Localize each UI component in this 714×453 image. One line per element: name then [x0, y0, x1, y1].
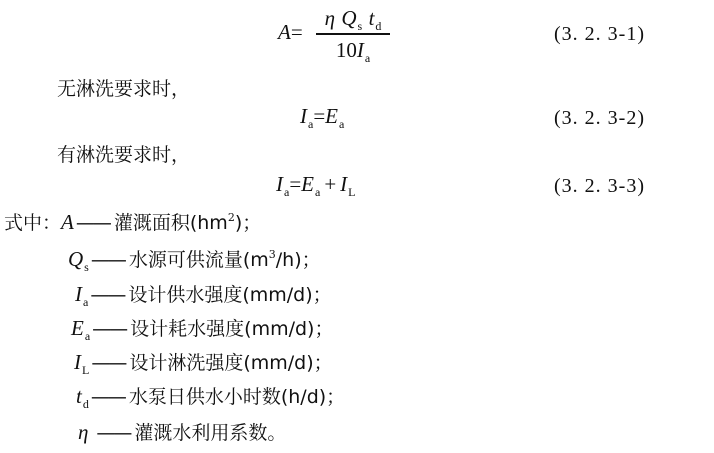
Q-symbol: Q [341, 6, 357, 30]
def-subscript: s [84, 260, 89, 274]
equation-3-2-3-1 [278, 22, 303, 43]
def-subscript: a [84, 329, 91, 343]
t-symbol: t [368, 6, 375, 30]
eq1-number: (3. 2. 3-1) [554, 23, 645, 45]
definition-row [75, 282, 332, 309]
definition-row [71, 316, 334, 343]
definition-row [4, 212, 261, 233]
def-description: 设计淋洗强度(mm/d)； [129, 352, 333, 374]
def-description: 设计耗水强度(mm/d)； [130, 318, 334, 340]
def-description: 灌溉水利用系数。 [134, 422, 287, 444]
I-symbol: I [340, 172, 348, 196]
eq3-number: (3. 2. 3-3) [554, 175, 645, 197]
I-subscript: L [348, 185, 356, 199]
t-subscript: d [375, 19, 382, 33]
condition-with-leaching: 有淋洗要求时， [57, 144, 191, 166]
def-description: 灌溉面积(hm [113, 212, 228, 234]
def-symbol: η [78, 420, 89, 444]
dash: —— [92, 318, 127, 340]
equals: = [289, 172, 302, 196]
def-description: 水源可供流量(m [128, 249, 269, 271]
dash: —— [90, 249, 125, 271]
Q-subscript: s [357, 19, 363, 33]
dash: —— [91, 352, 126, 374]
def-description: 设计供水强度(mm/d)； [128, 284, 332, 306]
def-superscript: 2 [227, 211, 235, 224]
E-symbol: E [301, 172, 314, 196]
definition-row [68, 247, 321, 274]
def-subscript: d [82, 397, 89, 411]
definition-row [76, 384, 346, 411]
eq1-numerator [316, 6, 390, 33]
eq1-equals: = [290, 20, 303, 44]
I-subscript: a [284, 185, 290, 199]
dash: —— [90, 386, 125, 408]
def-symbol: Q [68, 247, 84, 271]
def-tail: /h)； [275, 249, 321, 271]
def-subscript: a [83, 295, 89, 309]
coefficient: 10 [335, 37, 357, 62]
I-subscript: a [364, 50, 371, 65]
I-symbol: I [276, 172, 283, 196]
def-description: 水泵日供水小时数(h/d)； [128, 386, 346, 408]
dash: —— [75, 212, 110, 234]
def-subscript: L [82, 363, 90, 377]
def-symbol: t [76, 384, 82, 408]
definition-row [78, 422, 286, 443]
fraction-bar [316, 33, 390, 35]
E-symbol: E [325, 104, 338, 128]
def-tail: )； [234, 212, 262, 234]
def-symbol: A [61, 210, 74, 234]
equation-3-2-3-3 [276, 172, 356, 199]
eq1-denominator [316, 38, 390, 63]
plus: + [324, 172, 337, 196]
def-superscript: 3 [268, 248, 276, 261]
eta-symbol: η [324, 6, 335, 30]
def-symbol: I [75, 282, 82, 306]
equation-3-2-3-2 [300, 104, 345, 131]
eq2-number: (3. 2. 3-2) [554, 107, 645, 129]
I-symbol: I [300, 104, 307, 128]
condition-no-leaching: 无淋洗要求时， [57, 78, 191, 100]
I-subscript: a [308, 117, 314, 131]
equals: = [313, 104, 326, 128]
dash: —— [90, 284, 125, 306]
def-symbol: I [74, 350, 81, 374]
eq1-lhs: A [278, 20, 291, 44]
E-subscript: a [339, 117, 345, 131]
E-subscript: a [315, 185, 321, 199]
dash: —— [96, 422, 131, 444]
definition-row [74, 350, 333, 377]
definitions-lead: 式中： [4, 212, 62, 234]
eq1-fraction [316, 6, 390, 63]
def-symbol: E [71, 316, 84, 340]
I-symbol: I [356, 37, 364, 62]
